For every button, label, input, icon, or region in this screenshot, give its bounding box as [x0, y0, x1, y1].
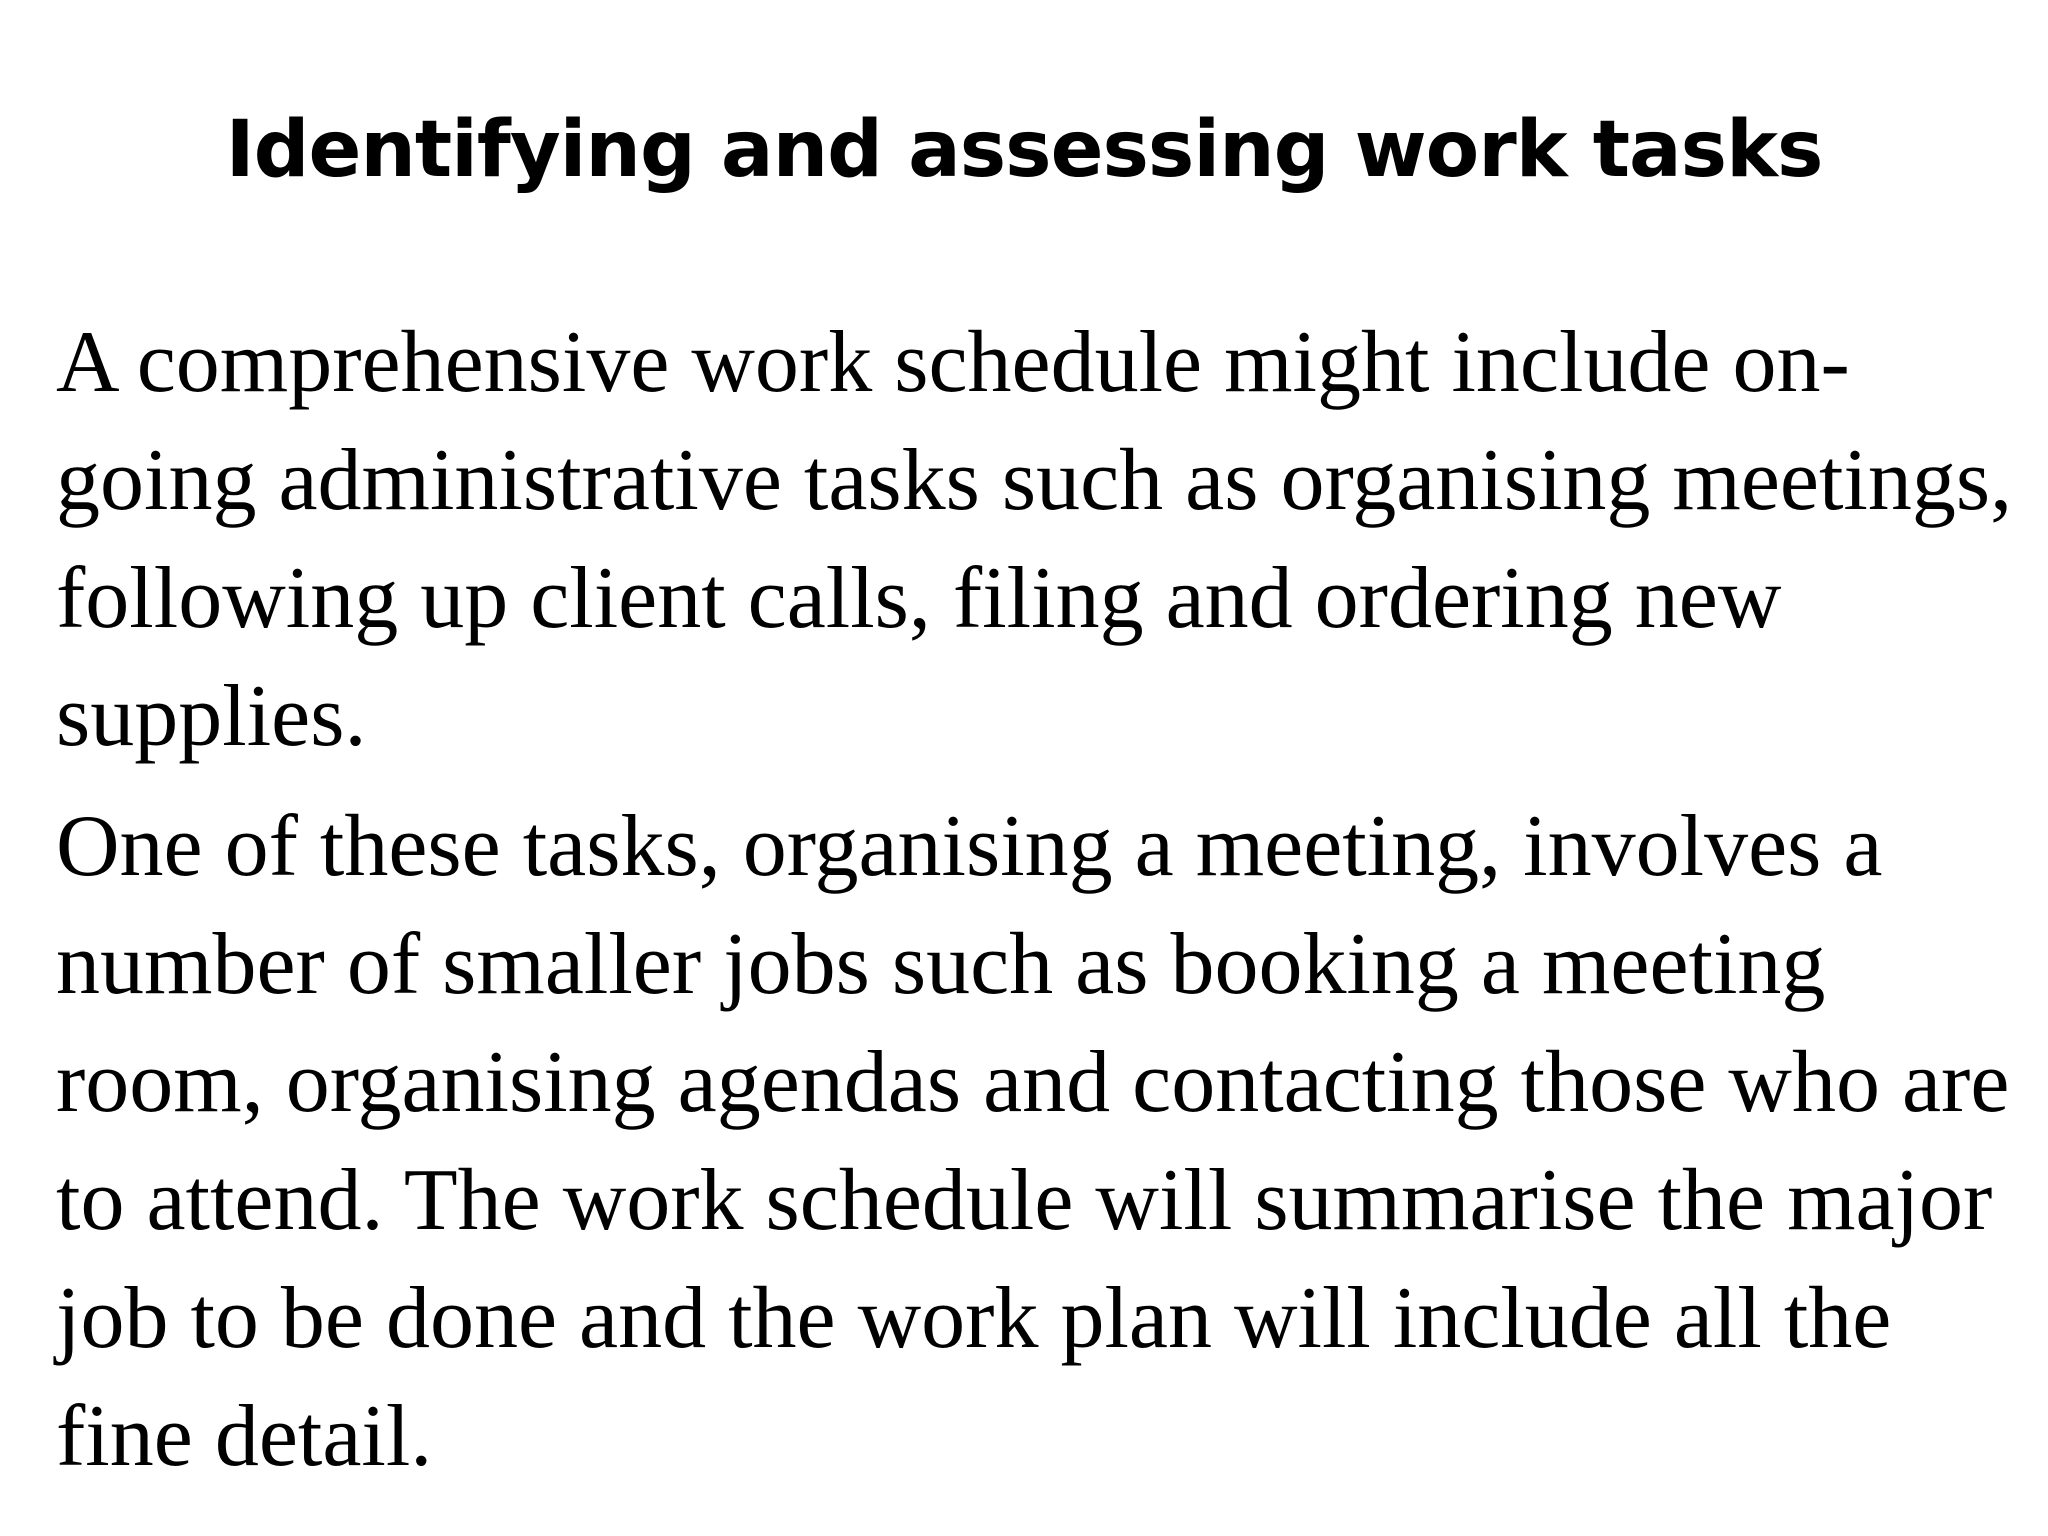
slide-title: Identifying and assessing work tasks [225, 105, 1823, 195]
slide-body [56, 304, 2016, 1496]
body-paragraph-1: A comprehensive work schedule might include on-going administrative tasks such as organising meetings, following up client calls, filing and ordering new supplies. [56, 314, 2013, 765]
body-paragraph-2: One of these tasks, organising a meeting, involves a number of smaller jobs such as booking a meeting room, organising agendas and contacting those who are to attend. The work schedule will summarise the major job to be done and the work plan will include all the fine detail. [56, 798, 2010, 1485]
